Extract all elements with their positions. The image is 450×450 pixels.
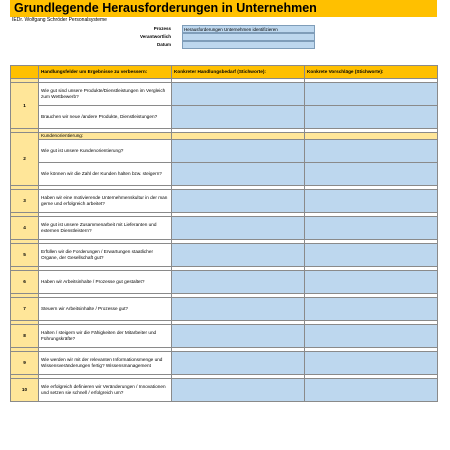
question-cell: Wie können wir die Zahl der Kunden halten bzw. steigern? [39,163,172,186]
need-input-cell[interactable] [172,298,305,321]
table-body [11,79,438,402]
proposal-input-cell[interactable] [305,106,438,129]
process-label: Prozess [153,26,171,31]
question-cell: Haben wir eine motivierende Unternehmenskultur in der man gerne und erfolgreich arbeitet? [39,190,172,213]
author-line: IEDr. Wolfgang Schröder Personalsysteme [12,17,107,23]
question-cell: Halten / steigern wir die Fähigkeiten der Mitarbeiter und Führungskräfte? [39,325,172,348]
question-cell: Wie werden wir mit der relevanten Informationsmenge und Wissensveränderungen fertig? Wissensmanagement [39,352,172,375]
group-number: 5 [11,244,39,267]
section-fill [172,133,305,140]
proposal-input-cell[interactable] [305,271,438,294]
group-number: 8 [11,325,39,348]
group-number: 2 [11,133,39,186]
proposal-input-cell[interactable] [305,244,438,267]
proposal-input-cell[interactable] [305,217,438,240]
table-row [11,217,438,240]
section-row [11,133,438,140]
table-row [11,298,438,321]
meta-row-process [10,25,437,33]
need-input-cell[interactable] [172,379,305,402]
group-number: 6 [11,271,39,294]
header-area: Handlungsfelder um Ergebnisse zu verbessern: [39,66,172,79]
meta-row-date [10,41,437,49]
section-label: Kundenorientierung: [39,133,172,140]
responsible-field[interactable] [182,33,315,41]
header-need: Konkreter Handlungsbedarf (Stichworte): [172,66,305,79]
meta-block [10,25,437,49]
question-cell: Wie gut ist unsere Kundenorientierung? [39,140,172,163]
process-field[interactable]: Herausforderungen Unternehmen identifizieren [182,25,315,33]
question-cell: Erfüllen wir die Forderungen / Erwartungen staatlicher Organe, der Gesellschaft gut? [39,244,172,267]
proposal-input-cell[interactable] [305,325,438,348]
need-input-cell[interactable] [172,106,305,129]
table-row [11,106,438,129]
table-row [11,379,438,402]
question-cell: Wie gut ist unsere Zusammenarbeit mit Lieferanten und externen Dienstleistern? [39,217,172,240]
date-field[interactable] [182,41,315,49]
question-cell: Wie gut sind unsere Produkte/Dienstleistungen im Vergleich zum Wettbewerb? [39,83,172,106]
group-number: 9 [11,352,39,375]
proposal-input-cell[interactable] [305,379,438,402]
group-number: 1 [11,83,39,129]
page-title: Grundlegende Herausforderungen in Unternehmen [10,0,437,17]
header-proposals: Konkrete Vorschläge (Stichworte): [305,66,438,79]
need-input-cell[interactable] [172,140,305,163]
challenges-table [10,65,438,402]
group-number: 4 [11,217,39,240]
proposal-input-cell[interactable] [305,163,438,186]
need-input-cell[interactable] [172,244,305,267]
need-input-cell[interactable] [172,217,305,240]
question-cell: Haben wir Arbeitsinhalte / Prozesse gut gestaltet? [39,271,172,294]
table-row [11,352,438,375]
question-cell: Steuern wir Arbeitsinhalte / Prozesse gut? [39,298,172,321]
table-row [11,163,438,186]
need-input-cell[interactable] [172,352,305,375]
table-header-row [11,66,438,79]
need-input-cell[interactable] [172,325,305,348]
group-number: 7 [11,298,39,321]
proposal-input-cell[interactable] [305,298,438,321]
question-cell: Wie erfolgreich definieren wir Veränderungen / Innovationen und setzen sie schnell / erfolgreich um? [39,379,172,402]
responsible-label: Verantwortlich [139,34,171,39]
table-row [11,325,438,348]
need-input-cell[interactable] [172,163,305,186]
section-fill [305,133,438,140]
proposal-input-cell[interactable] [305,352,438,375]
group-number: 10 [11,379,39,402]
table-row [11,190,438,213]
proposal-input-cell[interactable] [305,190,438,213]
meta-row-responsible [10,33,437,41]
proposal-input-cell[interactable] [305,140,438,163]
table-row [11,83,438,106]
group-number: 3 [11,190,39,213]
table-row [11,140,438,163]
table-row [11,271,438,294]
need-input-cell[interactable] [172,190,305,213]
date-label: Datum [156,42,171,47]
table-row [11,244,438,267]
question-cell: Brauchen wir neue /andere Produkte, Dienstleistungen? [39,106,172,129]
need-input-cell[interactable] [172,83,305,106]
proposal-input-cell[interactable] [305,83,438,106]
header-num [11,66,39,79]
need-input-cell[interactable] [172,271,305,294]
